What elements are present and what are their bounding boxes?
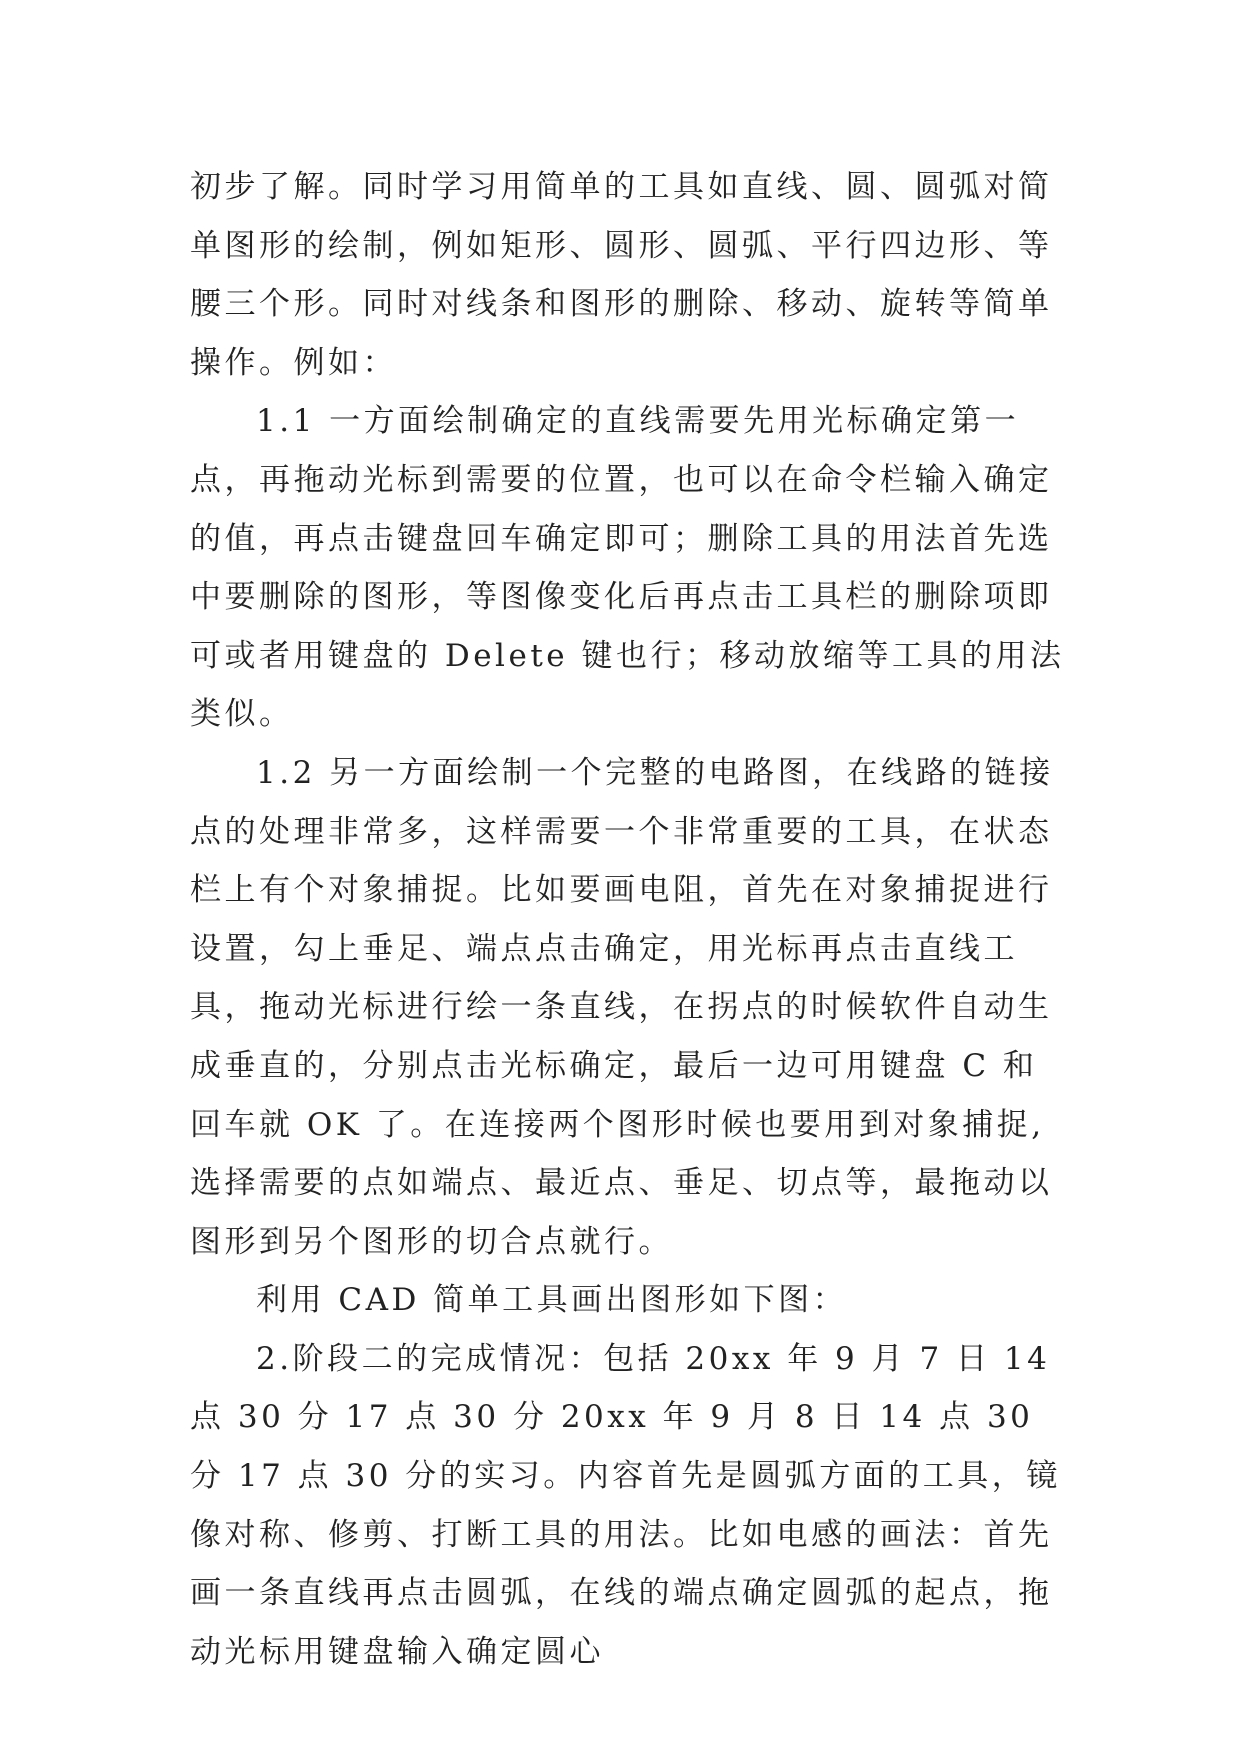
document-body	[190, 158, 1070, 1681]
paragraph-stage-2: 2.阶段二的完成情况：包括 20xx 年 9 月 7 日 14 点 30 分 17 点 30 分 20xx 年 9 月 8 日 14 点 30 分 17 点 30 分的实习。内容首先是圆弧方面的工具，镜像对称、修剪、打断工具的用法。比如电感的画法：首先画一条直线再点击圆弧，在线的端点确定圆弧的起点，拖动光标用键盘输入确定圆心	[190, 1340, 1061, 1670]
paragraph-1-2: 1.2 另一方面绘制一个完整的电路图，在线路的链接点的处理非常多，这样需要一个非常重要的工具，在状态栏上有个对象捕捉。比如要画电阻，首先在对象捕捉进行设置，勾上垂足、端点点击确定，用光标再点击直线工具，拖动光标进行绘一条直线，在拐点的时候软件自动生成垂直的，分别点击光标确定，最后一边可用键盘 C 和回车就 OK 了。在连接两个图形时候也要用到对象捕捉,选择需要的点如端点、最近点、垂足、切点等，最拖动以图形到另个图形的切合点就行。	[190, 754, 1054, 1260]
paragraph-cad-figure: 利用 CAD 简单工具画出图形如下图：	[256, 1282, 848, 1319]
paragraph-1-1: 1.1 一方面绘制确定的直线需要先用光标确定第一点，再拖动光标到需要的位置，也可以在命令栏输入确定的值，再点击键盘回车确定即可；删除工具的用法首先选中要删除的图形，等图像变化后再点击工具栏的删除项即可或者用键盘的 Delete 键也行；移动放缩等工具的用法类似。	[190, 403, 1065, 733]
paragraph-intro: 初步了解。同时学习用简单的工具如直线、圆、圆弧对简单图形的绘制，例如矩形、圆形、圆弧、平行四边形、等腰三个形。同时对线条和图形的删除、移动、旋转等简单操作。例如：	[190, 169, 1053, 381]
